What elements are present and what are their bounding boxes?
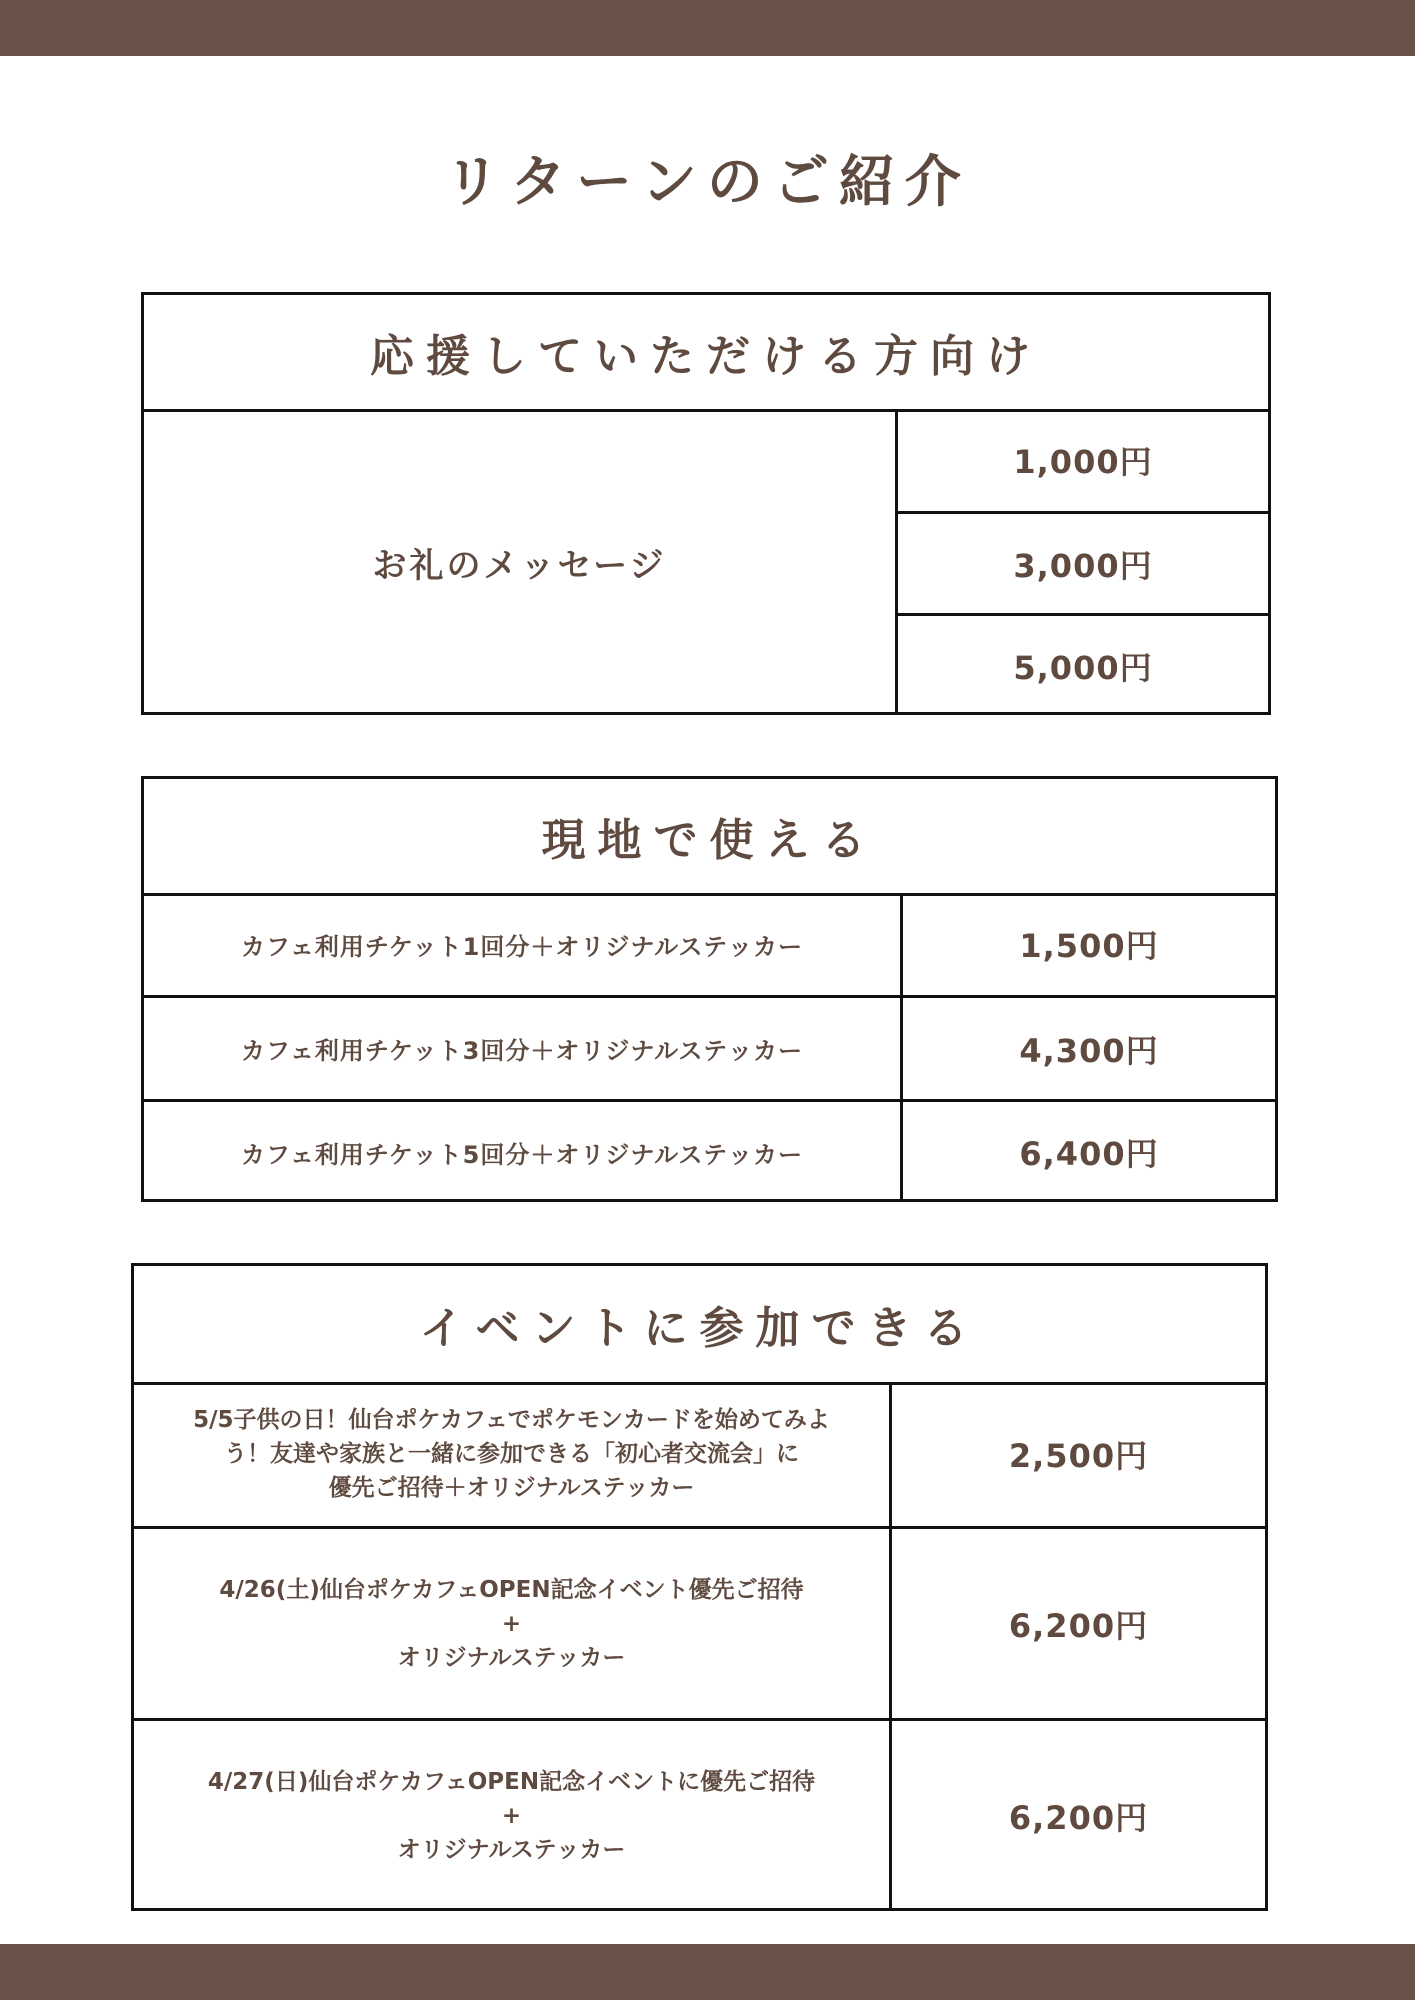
event-item-label — [134, 1721, 889, 1911]
event-line: オリジナルステッカー — [397, 1644, 626, 1671]
event-line: 5/5子供の日！仙台ポケカフェでポケモンカードを始めてみよ — [193, 1407, 830, 1433]
event-line: オリジナルステッカー — [397, 1837, 626, 1863]
support-price: 1,000円 — [1013, 443, 1153, 481]
local-item-label: カフェ利用チケット5回分＋オリジナルステッカー — [241, 1140, 803, 1169]
local-item-price: 1,500円 — [1019, 927, 1159, 965]
event-heading: イベントに参加できる — [134, 1266, 1265, 1385]
event-line: + — [501, 1803, 522, 1829]
support-price: 5,000円 — [1013, 648, 1153, 687]
event-line: 優先ご招待＋オリジナルステッカー — [328, 1475, 695, 1501]
event-line: 4/26(土)仙台ポケカフェOPEN記念イベント優先ご招待 — [219, 1576, 804, 1603]
bottom-bar — [0, 1944, 1415, 2000]
event-section — [131, 1263, 1268, 1911]
local-item-price: 4,300円 — [1019, 1031, 1159, 1070]
local-section — [141, 776, 1278, 1202]
support-price: 3,000円 — [1013, 546, 1153, 585]
event-item-price: 2,500円 — [1008, 1437, 1149, 1475]
event-item-price: 6,200円 — [1008, 1606, 1149, 1645]
top-bar — [0, 0, 1415, 56]
event-line: + — [501, 1610, 522, 1637]
support-heading: 応援していただける方向け — [144, 295, 1268, 412]
event-item-label — [134, 1529, 889, 1718]
support-item-label: お礼のメッセージ — [372, 545, 667, 586]
local-item-label: カフェ利用チケット1回分＋オリジナルステッカー — [241, 932, 803, 961]
local-item-price: 6,400円 — [1019, 1135, 1159, 1173]
local-item-label: カフェ利用チケット3回分＋オリジナルステッカー — [241, 1037, 803, 1065]
event-item-label — [134, 1382, 889, 1526]
local-heading: 現地で使える — [144, 779, 1275, 896]
event-line: 4/27(日)仙台ポケカフェOPEN記念イベントに優先ご招待 — [207, 1769, 816, 1795]
page-title: リターンのご紹介 — [444, 150, 971, 215]
support-section — [141, 292, 1271, 715]
event-line: う！友達や家族と一緒に参加できる「初心者交流会」に — [224, 1441, 799, 1467]
event-item-price: 6,200円 — [1008, 1799, 1149, 1837]
